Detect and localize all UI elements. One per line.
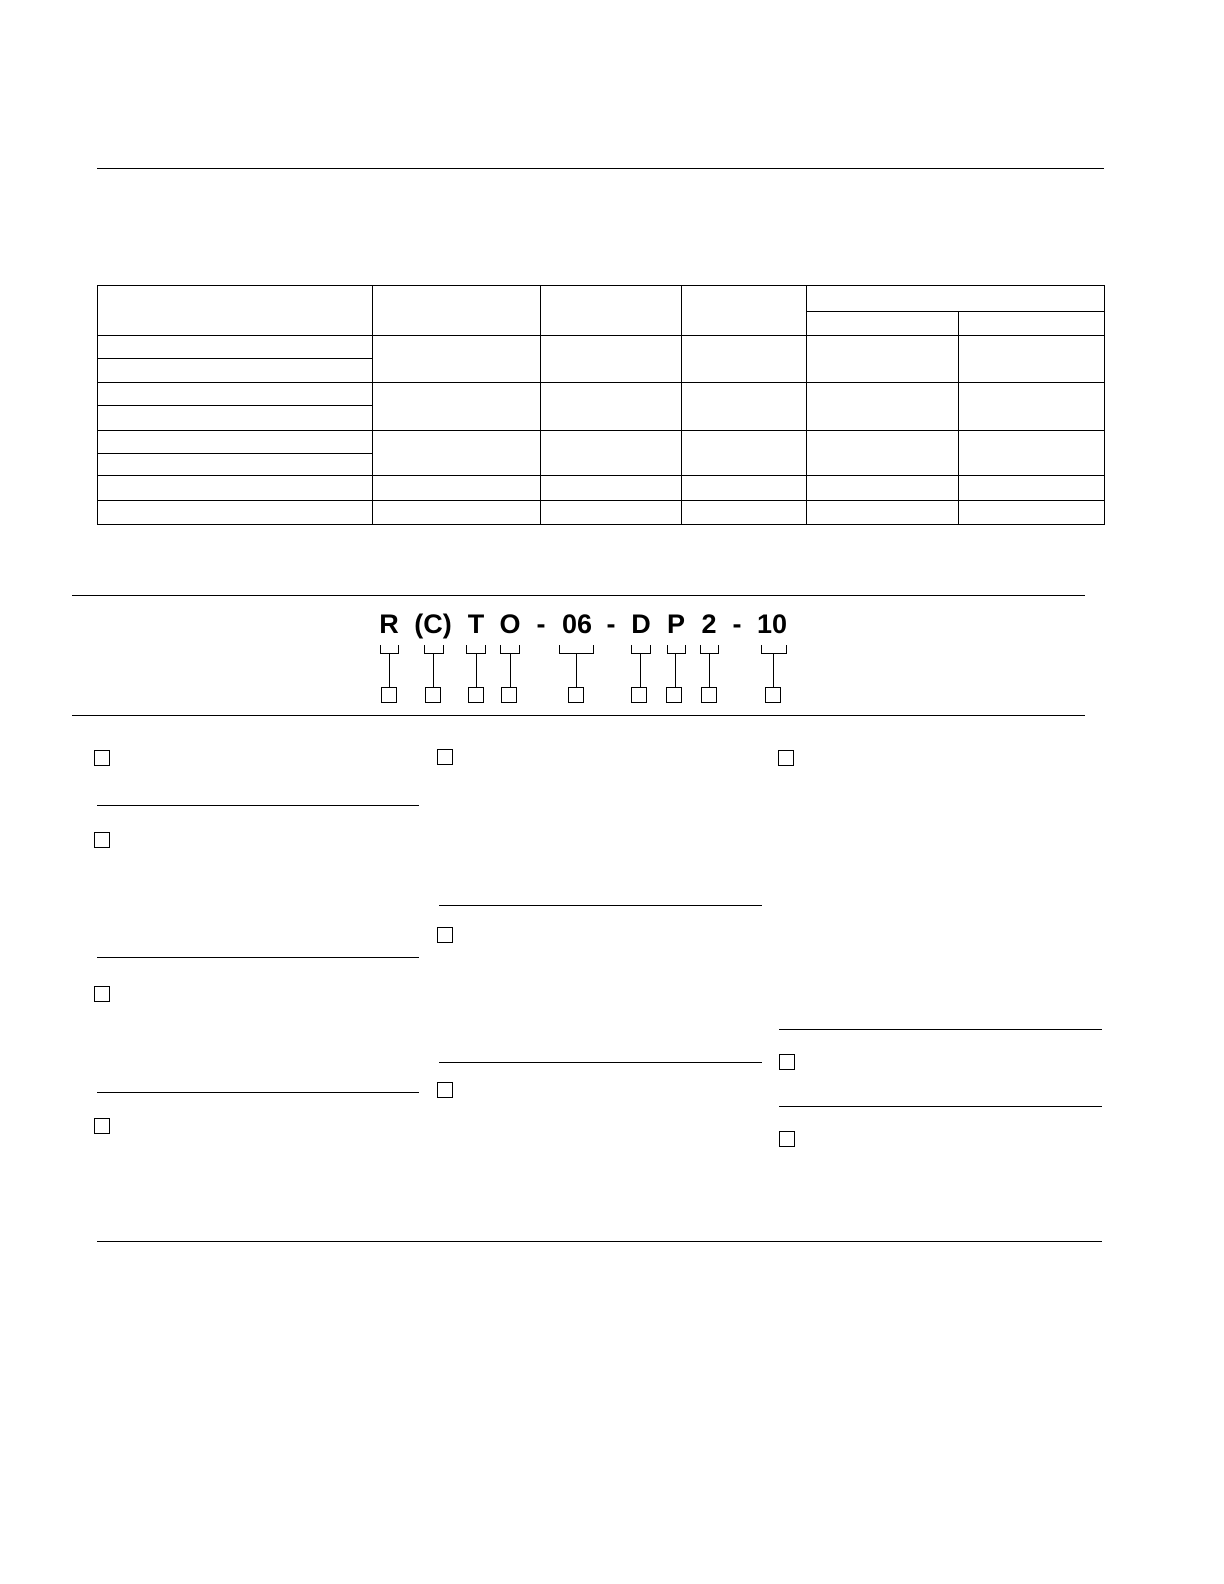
table-cell [98, 475, 373, 500]
option-divider [97, 1092, 419, 1093]
code-leader-line [773, 653, 774, 687]
table-subheader-cell [959, 312, 1105, 336]
table-cell [807, 500, 959, 524]
code-segment-d: D [631, 609, 651, 639]
table-cell [959, 500, 1105, 524]
table-cell [98, 359, 373, 383]
code-segment-option-c: (C) [414, 609, 452, 639]
option-divider [97, 957, 419, 958]
code-leader-line [510, 653, 511, 687]
table-cell [807, 336, 959, 383]
table-cell [959, 475, 1105, 500]
table-cell [959, 383, 1105, 430]
table-header-cell [373, 286, 541, 336]
option-box-col1-4 [94, 1118, 110, 1134]
table-cell [373, 475, 541, 500]
code-leader-line [675, 653, 676, 687]
specification-table [97, 285, 1105, 525]
code-callout-box [381, 687, 397, 703]
option-divider [97, 805, 419, 806]
option-box-col3-1 [778, 750, 794, 766]
code-callout-box [765, 687, 781, 703]
code-callout-box [666, 687, 682, 703]
code-bracket [424, 645, 444, 654]
table-cell [959, 336, 1105, 383]
option-box-col3-3 [779, 1131, 795, 1147]
option-divider [779, 1029, 1102, 1030]
table-cell [682, 500, 807, 524]
option-box-col3-2 [779, 1054, 795, 1070]
code-segment-design-number: 10 [756, 609, 788, 639]
option-box-col1-1 [94, 750, 110, 766]
table-cell [373, 383, 541, 430]
table-cell [541, 475, 682, 500]
table-cell [373, 500, 541, 524]
table-cell [959, 430, 1105, 475]
code-leader-line [476, 653, 477, 687]
code-bracket [761, 645, 787, 654]
code-callout-box [501, 687, 517, 703]
header-rule [97, 168, 1104, 169]
code-leader-line [709, 653, 710, 687]
table-cell [682, 430, 807, 475]
table-cell [807, 475, 959, 500]
table-cell [373, 430, 541, 475]
code-callout-box [568, 687, 584, 703]
table-cell [98, 500, 373, 524]
code-segment-series: R [379, 609, 399, 639]
table-cell [98, 430, 373, 453]
code-leader-line [433, 653, 434, 687]
option-box-col1-2 [94, 832, 110, 848]
table-group-header-cell [807, 286, 1105, 312]
code-segment-2: 2 [701, 609, 717, 639]
code-separator: - [606, 609, 616, 639]
code-separator: - [732, 609, 742, 639]
option-divider [439, 1062, 762, 1063]
table-cell [541, 430, 682, 475]
table-header-cell [682, 286, 807, 336]
code-bracket [631, 645, 651, 654]
table-cell [807, 430, 959, 475]
option-box-col1-3 [94, 986, 110, 1002]
code-bracket [667, 645, 686, 654]
table-header-cell [541, 286, 682, 336]
table-cell [807, 383, 959, 430]
table-cell [682, 383, 807, 430]
option-box-col2-2 [437, 927, 453, 943]
code-segment-option-o: O [499, 609, 521, 639]
code-segment-size: 06 [561, 609, 593, 639]
code-leader-line [389, 653, 390, 687]
table-cell [541, 383, 682, 430]
code-callout-box [701, 687, 717, 703]
model-code-bottom-rule [72, 715, 1085, 716]
table-cell [98, 453, 373, 475]
code-separator: - [536, 609, 546, 639]
code-callout-box [631, 687, 647, 703]
table-cell [98, 406, 373, 430]
option-divider [439, 905, 762, 906]
table-cell [98, 336, 373, 359]
table-header-cell [98, 286, 373, 336]
model-code-top-rule [72, 595, 1085, 596]
option-divider [779, 1106, 1102, 1107]
footer-rule [97, 1241, 1102, 1242]
model-code-diagram [0, 603, 1224, 703]
table-cell [541, 500, 682, 524]
code-callout-box [468, 687, 484, 703]
table-cell [682, 336, 807, 383]
table-cell [98, 383, 373, 406]
table-cell [682, 475, 807, 500]
table-cell [373, 336, 541, 383]
table-cell [541, 336, 682, 383]
option-box-col2-3 [437, 1082, 453, 1098]
option-box-col2-1 [437, 749, 453, 765]
code-leader-line [640, 653, 641, 687]
code-segment-type: T [467, 609, 485, 639]
table-subheader-cell [807, 312, 959, 336]
code-leader-line [576, 653, 577, 687]
code-segment-p: P [666, 609, 686, 639]
code-callout-box [425, 687, 441, 703]
